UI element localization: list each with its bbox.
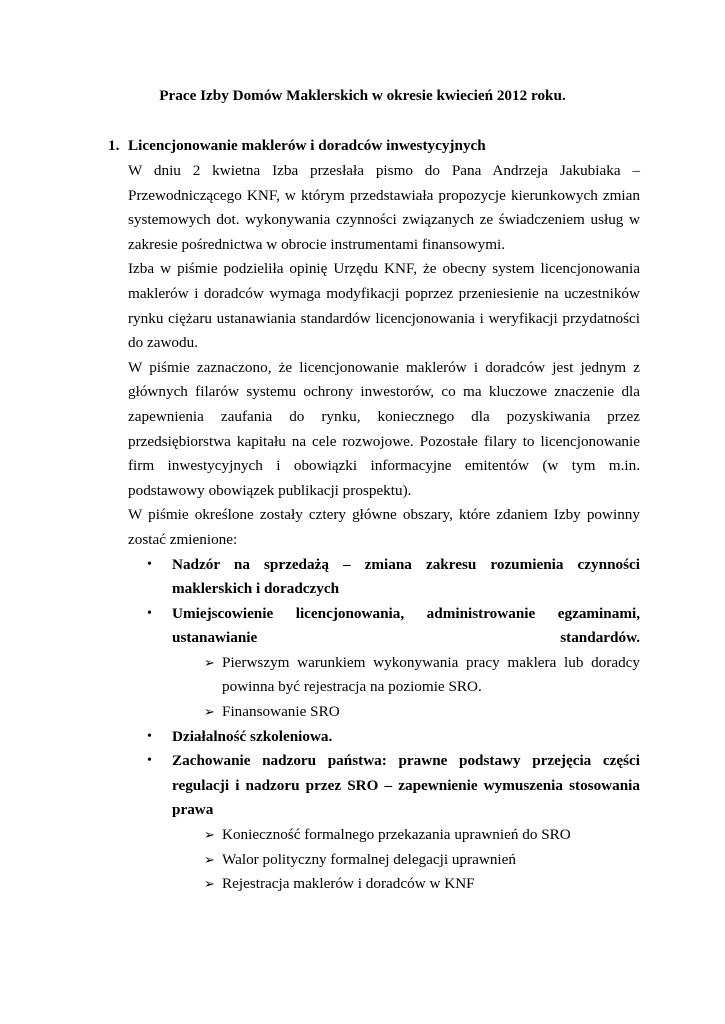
bullet-text: Zachowanie nadzoru państwa: prawne podstawy przejęcia części regulacji i nadzoru przez SRO – zapewnienie wymuszenia stosowania prawa [172,752,640,819]
sub-text: Rejestracja maklerów i doradców w KNF [222,875,475,893]
document-title: Prace Izby Domów Maklerskich w okresie kwiecień 2012 roku. [159,87,566,104]
sub-list [172,651,640,725]
sub-text: Konieczność formalnego przekazania uprawnień do SRO [222,826,571,844]
bullet-item [128,749,640,897]
arrow-bullet-icon: ➢ [204,654,215,670]
section-1 [108,136,640,897]
bullet-list [128,553,640,897]
bullet-item [128,725,640,750]
section-heading-text: Licencjonowanie maklerów i doradców inwestycyjnych [128,137,486,154]
arrow-bullet-icon: ➢ [204,827,215,843]
bullet-icon: • [147,753,152,769]
section-body [108,159,640,897]
bullet-text: Umiejscowienie licencjonowania, administrowanie egzaminami, ustanawianie standardów. [172,604,640,647]
sub-text: Walor polityczny formalnej delegacji uprawnień [222,850,516,868]
sub-item [204,700,640,725]
paragraph: Izba w piśmie podzieliła opinię Urzędu KNF, że obecny system licencjonowania maklerów i doradców wymaga modyfikacji poprzez przeniesienie na uczestników rynku ciężaru ustanawiania standardów licencjonowania i weryfikacji przydatności do zawodu. [128,260,640,352]
sub-item [204,651,640,700]
section-heading [108,136,640,156]
bullet-text: Działalność szkoleniowa. [172,727,333,745]
paragraph: W piśmie zaznaczono, że licencjonowanie maklerów i doradców jest jednym z głównych filarów systemu ochrony inwestorów, co ma kluczowe znaczenie dla zapewnienia zaufania do rynku, koniecznego dla pozyskiwania przez przedsiębiorstwa kapitału na cele rozwojowe. Pozostałe filary to licencjonowanie firm inwestycyjnych i obowiązki informacyjne emitentów (w tym m.in. podstawowy obowiązek publikacji prospektu). [128,358,640,499]
bullet-icon: • [147,605,152,621]
bullet-item [128,553,640,602]
sub-item [204,823,640,848]
sub-text: Finansowanie SRO [222,703,340,721]
arrow-bullet-icon: ➢ [204,704,215,720]
sub-list [172,823,640,897]
sub-item [204,872,640,897]
bullet-icon: • [147,556,152,572]
sub-item [204,848,640,873]
sub-text: Pierwszym warunkiem wykonywania pracy maklera lub doradcy powinna być rejestracja na poziomie SRO. [222,653,640,696]
section-number: 1. [108,137,120,154]
arrow-bullet-icon: ➢ [204,851,215,867]
paragraph: W piśmie określone zostały cztery główne obszary, które zdaniem Izby powinny zostać zmienione: [128,506,640,548]
arrow-bullet-icon: ➢ [204,876,215,892]
bullet-item [128,602,640,725]
paragraph: W dniu 2 kwietna Izba przesłała pismo do Pana Andrzeja Jakubiaka – Przewodniczącego KNF, w którym przedstawiała propozycje kierunkowych zmian systemowych dot. wykonywania czynności związanych ze świadczeniem usług w zakresie pośrednictwa w obrocie instrumentami finansowymi. [128,162,640,253]
bullet-text: Nadzór na sprzedażą – zmiana zakresu rozumienia czynności maklerskich i doradczych [172,555,640,598]
bullet-icon: • [147,728,152,744]
